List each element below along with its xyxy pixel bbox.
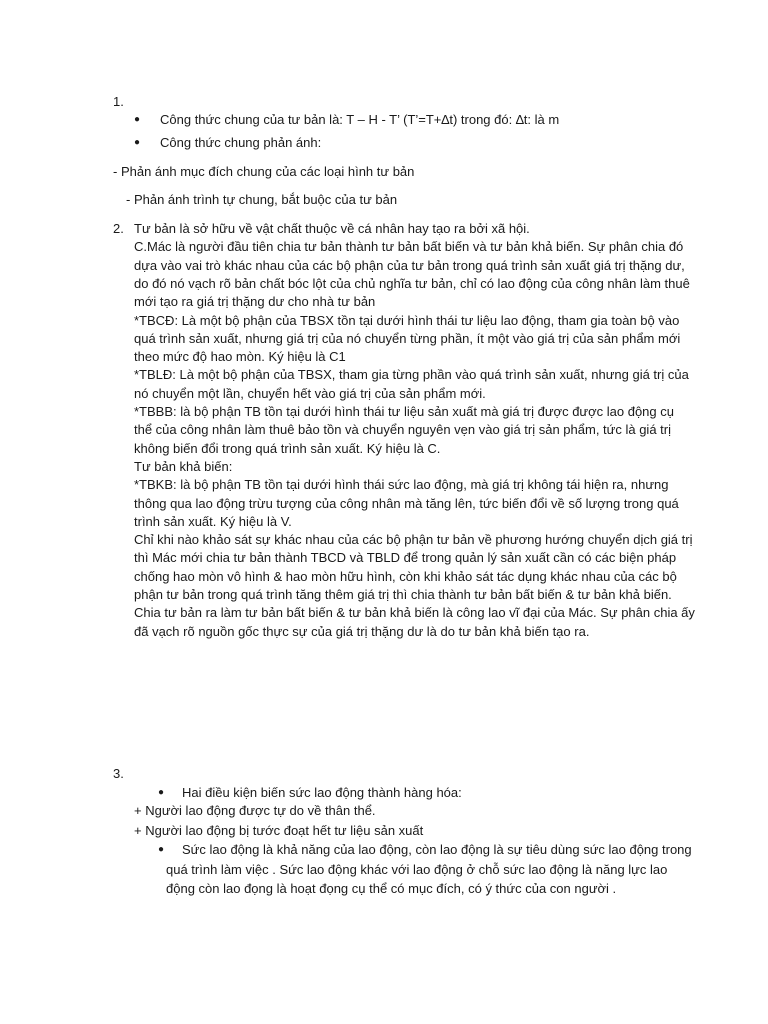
section-2-line: phận tư bản trong quá trình tăng thêm giá trị thì chia thành tư bản bất biến & tư bản khả biến. [134,587,672,602]
reflects-heading: Công thức chung phản ánh: [160,135,322,150]
section-2-line: nó chuyển một lần, chuyển hết vào giá trị của sản phẩm mới. [134,385,486,401]
section-2-line: *TBLĐ: Là một bộ phận của TBSX, tham gia từng phần vào quá trình sản xuất, nhưng giá trị của [134,367,689,383]
section-2-line: *TBBB: là bộ phận TB tồn tại dưới hình thái tư liệu sản xuất mà giá trị được được lao động cụ [134,404,674,419]
section-2-line: đã vạch rõ nguồn gốc thực sự của giá trị thặng dư là do tư bản khả biến tạo ra. [134,623,590,639]
section-2-line: chống hao mòn vô hình & hao mòn hữu hình, còn khi khảo sát tác dụng khác nhau của các bộ [134,568,677,584]
dash-item-1: - Phản ánh mục đích chung của các loại hình tư bản [113,164,415,179]
section-2-number: 2. [113,221,124,236]
section-3-number: 3. [113,766,124,781]
section-2-line: theo mức độ hao mòn. Ký hiệu là C1 [134,349,346,365]
section-2-line: trình sản xuất. Ký hiệu là V. [134,513,292,529]
section-2-line: không biến đổi trong quá trình sản xuất. Ký hiệu là C. [134,440,441,456]
bullet-icon: ● [134,137,141,148]
section-2-line: Tư bản là sở hữu về vật chất thuộc về cá nhân hay tạo ra bởi xã hội. [134,221,530,236]
conditions-heading: Hai điều kiện biến sức lao động thành hàng hóa: [182,785,462,800]
section-2-line: thì Mác mới chia tư bản thành TBCD và TBLD để trong quản lý sản xuất cần có các biện pháp [134,550,677,566]
bullet-icon: ● [158,844,165,855]
condition-1: + Người lao động được tự do về thân thể. [134,803,376,818]
section-2-line: mới tạo ra giá trị thặng dư cho nhà tư bản [134,294,376,310]
labor-power-line-2: quá trình làm việc . Sức lao động khác với lao động ở chỗ sức lao động là năng lực lao [166,862,668,877]
section-2-line: do đó nó vạch rõ bản chất bóc lột của chủ nghĩa tư bản, chỉ có lao động của công nhân làm thuê [134,275,690,291]
labor-power-line-1: Sức lao động là khả năng của lao động, còn lao động là sự tiêu dùng sức lao động trong [182,842,692,857]
bullet-icon: ● [134,114,141,125]
section-2-line: Tư bản khả biến: [134,458,233,474]
bullet-icon: ● [158,787,165,798]
formula-line: Công thức chung của tư bản là: T – H - T’ (T’=T+∆t) trong đó: ∆t: là m [160,112,560,127]
condition-2: + Người lao động bị tước đoạt hết tư liệu sản xuất [134,823,424,838]
dash-item-2: - Phản ánh trình tự chung, bắt buộc của tư bản [126,192,398,207]
section-2-line: Chỉ khi nào khảo sát sự khác nhau của các bộ phận tư bản về phương hướng chuyển dịch giá trị [134,532,693,548]
section-2-line: quá trình sản xuất, nhưng giá trị của nó chuyển từng phần, ít một vào giá trị của sản phẩm mới [134,330,681,346]
labor-power-line-3: động còn lao đọng là hoạt đọng cụ thể có mục đích, có ý thức của con người . [166,881,617,896]
section-2-line: thông qua lao động trừu tượng của công nhân mà tăng lên, tức biến đổi về số lượng trong quá [134,495,679,511]
section-2-line: Chia tư bản ra làm tư bản bất biến & tư bản khả biến là công lao vĩ đại của Mác. Sự phân chia ấy [134,605,695,621]
section-2-line: C.Mác là người đầu tiên chia tư bản thành tư bản bất biến và tư bản khả biến. Sự phân chia đó [134,239,684,255]
section-1-number: 1. [113,94,124,109]
section-2-line: thể của công nhân làm thuê bảo tồn và chuyển nguyên vẹn vào giá trị sản phẩm, tức là giá trị [134,422,671,438]
section-2-line: *TBCĐ: Là một bộ phận của TBSX tồn tại dưới hình thái tư liệu lao động, tham gia toàn bộ vào [134,312,680,328]
section-2-line: *TBKB: là bộ phận TB tồn tại dưới hình thái sức lao động, mà giá trị không tái hiện ra, nhưng [134,477,669,493]
section-2-line: dựa vào vai trò khác nhau của các bộ phận của tư bản trong quá trình sản xuất giá trị thặng dư, [134,257,685,273]
